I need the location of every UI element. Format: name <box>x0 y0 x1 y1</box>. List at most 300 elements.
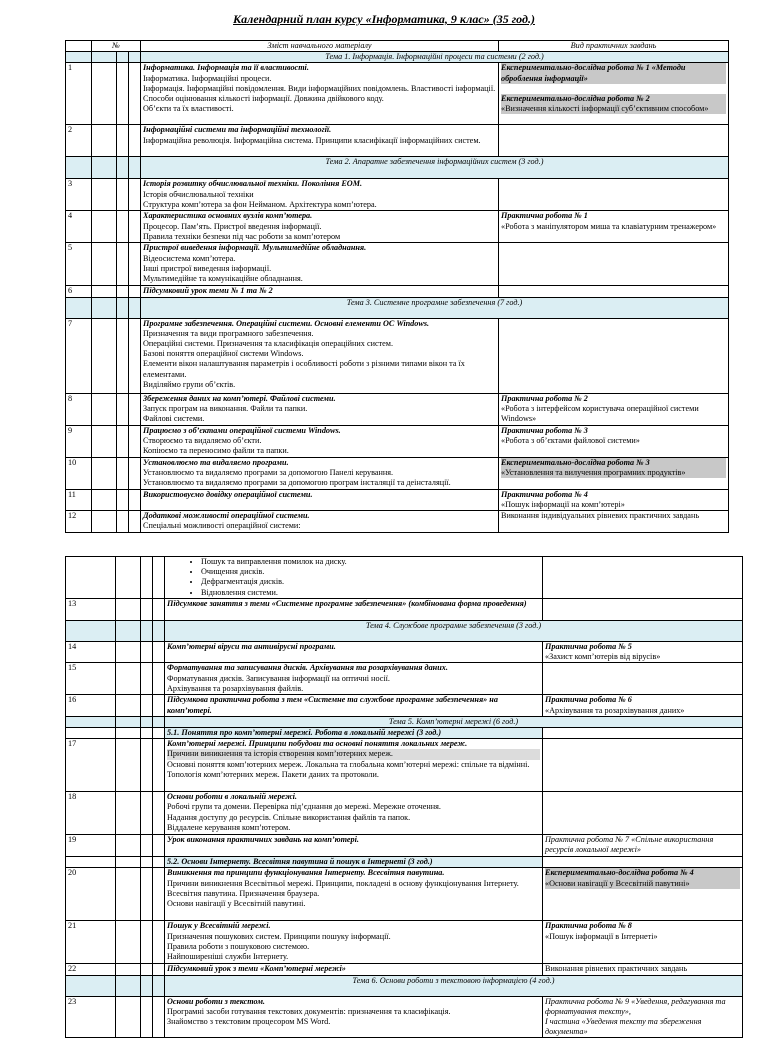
lesson-content <box>165 835 543 857</box>
topic-title: Тема 1. Інформація. Інформаційні процеси та системи (2 год.) <box>141 52 729 63</box>
topic-row <box>66 621 743 642</box>
empty-cell <box>153 996 165 1038</box>
lesson-number: 6 <box>66 286 92 297</box>
lesson-content <box>141 457 499 489</box>
subtopic-title: 5.1. Поняття про комп’ютерні мережі. Робота в локальній мережі (3 год.) <box>165 728 543 739</box>
topic-title: Тема 4. Службове програмне забезпечення (3 год.) <box>165 621 743 642</box>
bullet-item: • Очищення дисків. <box>201 567 540 577</box>
lesson-row <box>66 179 729 211</box>
text-line: Урок виконання практичних завдань на комп’ютері. <box>167 835 359 845</box>
lesson-content <box>141 243 499 286</box>
empty-cell <box>153 857 165 868</box>
text-line: Збереження даних на комп’ютері. Файлові системи. <box>143 393 336 403</box>
practical-task <box>499 318 729 393</box>
text-line: Комп’ютерні віруси та антивірусні програми. <box>167 642 336 651</box>
text-line: Призначення та види програмного забезпечення. <box>143 328 314 338</box>
topic-title: Тема 2. Апаратне забезпечення інформаційних систем (3 год.) <box>141 157 729 179</box>
lesson-content <box>141 286 499 297</box>
lesson-content <box>165 921 543 964</box>
lesson-row <box>66 663 743 695</box>
text-line: Елементи вікон налаштування параметрів і особливості роботи з різними типами вікон та їх елементами. <box>143 359 465 379</box>
text-line: Експериментально-дослідна робота № 4 <box>545 868 740 878</box>
header-num: № <box>92 41 141 52</box>
practical-task <box>543 695 743 716</box>
empty-cell <box>92 489 117 510</box>
empty-cell <box>116 621 141 642</box>
text-line: Топологія комп’ютерних мереж. Пакети даних та протоколи. <box>167 769 379 779</box>
lesson-content <box>141 318 499 393</box>
lesson-row <box>66 835 743 857</box>
practical-task <box>543 996 743 1038</box>
lesson-row <box>66 318 729 393</box>
text-line: Знайомство з текстовим процесором MS Word. <box>167 1017 331 1027</box>
text-line: Віддалене керування комп’ютером. <box>167 822 291 832</box>
lesson-number: 20 <box>66 868 116 921</box>
empty-cell <box>66 975 116 996</box>
empty-cell <box>129 511 141 533</box>
empty-cell <box>117 297 129 318</box>
text-line: Мультимедійне та комунікаційне обладнання. <box>143 274 303 284</box>
empty-cell <box>141 835 153 857</box>
empty-cell <box>116 642 141 663</box>
text-line: Інформаційні системи та інформаційні технології. <box>143 125 332 135</box>
text-line: Структура комп’ютера за фон Нейманом. Архітектура комп’ютера. <box>143 199 377 209</box>
bullet-item: • Пошук та виправлення помилок на диску. <box>201 557 540 567</box>
text-line: Архівування та розархівування файлів. <box>167 683 304 693</box>
text-line: Копіюємо та переносимо файли та папки. <box>143 446 289 456</box>
lesson-number: 16 <box>66 695 116 716</box>
text-line: Практична робота № 2 <box>501 393 588 403</box>
empty-cell <box>117 393 129 425</box>
empty-cell <box>117 157 129 179</box>
empty-cell <box>141 792 153 835</box>
bullet-list <box>167 557 540 598</box>
text-line: Практична робота № 1 <box>501 211 588 221</box>
empty-cell <box>141 642 153 663</box>
empty-cell <box>92 63 117 125</box>
topic-row <box>66 716 743 727</box>
empty-cell <box>92 125 117 157</box>
empty-cell <box>153 739 165 792</box>
empty-cell <box>141 599 153 621</box>
lesson-row <box>66 63 729 125</box>
empty-cell <box>66 716 116 727</box>
practical-task <box>543 739 743 792</box>
empty-cell <box>141 921 153 964</box>
text-line: Створюємо та видаляємо об’єкти. <box>143 435 262 445</box>
text-line: Спеціальні можливості операційної системи: <box>143 521 301 531</box>
text-line: «Захист комп’ютерів від вірусів» <box>545 652 661 662</box>
lesson-number: 23 <box>66 996 116 1038</box>
empty-cell <box>116 921 141 964</box>
empty-cell <box>116 835 141 857</box>
practical-task <box>543 868 743 921</box>
empty-cell <box>141 621 153 642</box>
lesson-row <box>66 393 729 425</box>
text-line: Практична робота № 4 <box>501 489 588 499</box>
empty-cell <box>129 286 141 297</box>
text-line: Виконання індивідуальних рівневих практичних завдань <box>501 511 700 521</box>
text-line: Інші пристрої виведення інформації. <box>143 263 272 273</box>
empty-cell <box>92 297 117 318</box>
empty-cell <box>66 728 116 739</box>
text-line: «Архівування та розархівування даних» <box>545 705 685 715</box>
lesson-content <box>141 63 499 125</box>
empty-cell <box>141 728 153 739</box>
lesson-row <box>66 921 743 964</box>
empty-cell <box>116 695 141 716</box>
lesson-number: 22 <box>66 964 116 975</box>
text-line: Призначення пошукових систем. Принципи пошуку інформації. <box>167 931 391 941</box>
empty-cell <box>117 63 129 125</box>
text-line: Експериментально-дослідна робота № 1 «Методи оброблення інформації» <box>501 63 726 83</box>
practical-task <box>499 211 729 243</box>
lesson-row <box>66 739 743 792</box>
empty-cell <box>116 964 141 975</box>
empty-cell <box>92 211 117 243</box>
empty-cell <box>92 52 117 63</box>
subtopic-row <box>66 857 743 868</box>
empty-cell <box>153 964 165 975</box>
text-line: Виділяймо групи об’єктів. <box>143 379 236 389</box>
lesson-content <box>165 663 543 695</box>
empty-cell <box>153 728 165 739</box>
lesson-content <box>165 599 543 621</box>
empty-cell <box>129 125 141 157</box>
lesson-number: 21 <box>66 921 116 964</box>
empty-cell <box>153 868 165 921</box>
text-line: Найпоширеніші служби Інтернету. <box>167 952 289 962</box>
empty-cell <box>141 695 153 716</box>
text-line: Всесвітня павутина. Призначення браузера. <box>167 888 320 898</box>
text-line: Пристрої виведення інформації. Мультимедійне обладнання. <box>143 243 367 253</box>
empty-cell <box>116 716 141 727</box>
lesson-number: 13 <box>66 599 116 621</box>
lesson-content <box>141 393 499 425</box>
practical-task <box>499 286 729 297</box>
lesson-content <box>165 739 543 792</box>
text-line: Операційні системи. Призначення та класифікація операційних систем. <box>143 339 394 349</box>
lesson-row <box>66 996 743 1038</box>
text-line: «Пошук інформації в Інтернеті» <box>545 931 658 941</box>
empty-cell <box>92 179 117 211</box>
text-line: Установлюємо та видаляємо програми. <box>143 457 289 467</box>
text-line: Основи навігації у Всесвітній павутині. <box>167 899 306 909</box>
lesson-row <box>66 511 729 533</box>
text-line: Причини виникнення Всесвітньої мережі. Принципи, покладені в основу функціонування Інтернету. <box>167 878 519 888</box>
lesson-number: 4 <box>66 211 92 243</box>
lesson-number: 11 <box>66 489 92 510</box>
practical-task <box>543 792 743 835</box>
empty-cell <box>141 964 153 975</box>
text-line: Історія обчислювальної техніки <box>143 189 254 199</box>
text-line: Правила роботи з пошуковою системою. <box>167 941 310 951</box>
text-line: Працюємо з об’єктами операційної системи Windows. <box>143 425 341 435</box>
lesson-content <box>141 211 499 243</box>
text-line: «Робота з маніпулятором миша та клавіатурним тренажером» <box>501 221 717 231</box>
lesson-content <box>165 964 543 975</box>
text-line: Практична робота № 3 <box>501 425 588 435</box>
practical-task <box>543 964 743 975</box>
text-line: Практична робота № 9 «Уведення, редагування та форматування тексту», <box>545 996 726 1016</box>
empty-cell <box>66 857 116 868</box>
lesson-row <box>66 792 743 835</box>
text-line: І частина «Уведення тексту та збереження документа» <box>545 1017 702 1037</box>
practical-task <box>499 393 729 425</box>
empty-cell <box>153 695 165 716</box>
text-line: Використовуємо довідку операційної системи. <box>143 489 313 499</box>
lesson-number: 7 <box>66 318 92 393</box>
empty-cell <box>141 663 153 695</box>
text-line: Робочі групи та домени. Перевірка під’єднання до мережі. Мережне оточення. <box>167 802 441 812</box>
practical-task <box>499 457 729 489</box>
empty-cell <box>117 125 129 157</box>
empty-cell <box>153 663 165 695</box>
lesson-row <box>66 286 729 297</box>
topic-title: Тема 5. Комп’ютерні мережі (6 год.) <box>165 716 743 727</box>
lesson-number: 12 <box>66 511 92 533</box>
topic-row <box>66 52 729 63</box>
text-line: Пошук у Всесвітній мережі. <box>167 921 271 931</box>
lesson-number: 9 <box>66 425 92 457</box>
empty-cell <box>66 297 92 318</box>
practical-task <box>499 179 729 211</box>
text-line: Основи роботи з текстом. <box>167 996 265 1006</box>
text-line: Практична робота № 7 «Спільне використання ресурсів локальної мережі» <box>545 835 714 855</box>
text-line: Запуск програм на виконання. Файли та папки. <box>143 403 308 413</box>
empty-cell <box>116 975 141 996</box>
text-line: «Робота з інтерфейсом користувача операційної системи Windows» <box>501 403 699 424</box>
empty-cell <box>129 52 141 63</box>
lesson-content <box>165 792 543 835</box>
text-line: Установлюємо та видаляємо програми за допомогою Панелі керування. <box>143 467 394 477</box>
practical-task <box>543 921 743 964</box>
bullet-item: • Відновлення системи. <box>201 588 540 598</box>
empty-cell <box>129 211 141 243</box>
practical-task <box>499 425 729 457</box>
text-line: Характеристика основних вузлів комп’ютера. <box>143 211 313 221</box>
text-line: Підсумкова практична робота з тем «Системне та службове програмне забезпечення» на комп’ютері. <box>167 695 498 715</box>
lesson-row <box>66 211 729 243</box>
lesson-content <box>165 868 543 921</box>
text-line: Надання доступу до ресурсів. Спільне використання файлів та папок. <box>167 812 411 822</box>
subtopic-title: 5.2. Основи Інтернету. Всесвітня павутина й пошук в Інтернеті (3 год.) <box>165 857 543 868</box>
continuation-content <box>165 557 543 599</box>
empty-cell <box>129 297 141 318</box>
empty-cell <box>117 243 129 286</box>
lesson-content <box>141 125 499 157</box>
practical-task <box>499 511 729 533</box>
text-line: «Основи навігації у Всесвітній павутині» <box>545 879 740 889</box>
empty-cell <box>153 642 165 663</box>
empty-cell <box>117 52 129 63</box>
empty-cell <box>153 716 165 727</box>
header-content: Зміст навчального матеріалу <box>141 41 499 52</box>
text-line: Підсумковий урок з теми «Комп’ютерні мережі» <box>167 964 346 974</box>
text-line: Форматування та записування дисків. Архівування та розархівування даних. <box>167 663 448 673</box>
empty-cell <box>141 716 153 727</box>
lesson-number: 3 <box>66 179 92 211</box>
lesson-row <box>66 964 743 975</box>
text-line: Інформаційна революція. Інформаційна система. Принципи класифікації інформаційних систем. <box>143 135 481 145</box>
plan-table-part-1 <box>65 40 729 533</box>
lesson-content <box>165 695 543 716</box>
topic-title: Тема 6. Основи роботи з текстовою інформацією (4 год.) <box>165 975 743 996</box>
lesson-row <box>66 243 729 286</box>
text-line: Способи оцінювання кількості інформації. Довжина двійкового коду. <box>143 94 384 104</box>
empty-cell <box>129 318 141 393</box>
text-line: Інформатика. Інформаційні процеси. <box>143 73 272 83</box>
topic-row <box>66 975 743 996</box>
empty-cell <box>116 728 141 739</box>
practical-task <box>499 63 729 125</box>
text-line: Експериментально-дослідна робота № 3 <box>501 458 726 468</box>
empty-cell <box>117 286 129 297</box>
empty-cell <box>117 457 129 489</box>
text-line: Відеосистема комп’ютера. <box>143 253 236 263</box>
bullet-item: • Дефрагментація дисків. <box>201 577 540 587</box>
text-line: Основи роботи в локальній мережі. <box>167 792 297 802</box>
lesson-row <box>66 125 729 157</box>
lesson-content <box>165 642 543 663</box>
practical-task <box>543 642 743 663</box>
text-line: Підсумковий урок теми № 1 та № 2 <box>143 286 273 296</box>
lesson-number: 8 <box>66 393 92 425</box>
lesson-content <box>141 511 499 533</box>
text-line: Практична робота № 8 <box>545 921 632 931</box>
plan-table-part-2 <box>65 556 743 1038</box>
empty-cell <box>543 728 743 739</box>
header-tasks: Вид практичних завдань <box>499 41 729 52</box>
empty-cell <box>117 425 129 457</box>
empty-cell <box>153 921 165 964</box>
lesson-row <box>66 599 743 621</box>
table-header-row <box>66 41 729 52</box>
text-line: Додаткові можливості операційної системи. <box>143 511 310 521</box>
continuation-row <box>66 557 743 599</box>
lesson-number: 10 <box>66 457 92 489</box>
practical-task <box>499 489 729 510</box>
topic-row <box>66 157 729 179</box>
empty-cell <box>92 393 117 425</box>
text-line: Програмне забезпечення. Операційні системи. Основні елементи ОС Windows. <box>143 318 430 328</box>
text-line: Правила техніки безпеки під час роботи за комп’ютером <box>143 231 341 241</box>
empty-cell <box>66 157 92 179</box>
practical-task <box>499 243 729 286</box>
empty-cell <box>117 511 129 533</box>
page-title: Календарний план курсу «Інформатика, 9 клас» (35 год.) <box>233 12 535 26</box>
practical-task <box>543 599 743 621</box>
empty-cell <box>92 318 117 393</box>
text-line: Програмні засоби готування текстових документів: призначення та класифікація. <box>167 1006 451 1016</box>
text-line: Базові поняття операційної системи Windows. <box>143 349 304 359</box>
text-line: Виникнення та принципи функціонування Інтернету. Всесвітня павутина. <box>167 868 445 878</box>
empty-cell <box>141 739 153 792</box>
empty-cell <box>129 63 141 125</box>
lesson-row <box>66 642 743 663</box>
empty-cell <box>92 457 117 489</box>
topic-title: Тема 3. Системне програмне забезпечення (7 год.) <box>141 297 729 318</box>
lesson-number: 18 <box>66 792 116 835</box>
empty-cell <box>116 739 141 792</box>
lesson-content <box>141 425 499 457</box>
lesson-content <box>165 996 543 1038</box>
empty-cell <box>66 621 116 642</box>
text-line: Інформація. Інформаційні повідомлення. Види інформаційних повідомлень. Властивості інформації. <box>143 83 496 93</box>
empty-cell <box>153 599 165 621</box>
text-line: Основні поняття комп’ютерних мереж. Локальна та глобальна комп’ютерні мережі: спільне та відмінні. <box>167 759 530 769</box>
lesson-content <box>141 179 499 211</box>
lesson-row <box>66 425 729 457</box>
lesson-row <box>66 868 743 921</box>
empty-cell <box>153 792 165 835</box>
lesson-number: 19 <box>66 835 116 857</box>
lesson-number: 2 <box>66 125 92 157</box>
empty-cell <box>153 621 165 642</box>
empty-cell <box>129 243 141 286</box>
empty-cell <box>92 243 117 286</box>
empty-cell <box>92 511 117 533</box>
empty-cell <box>116 599 141 621</box>
empty-cell <box>92 157 117 179</box>
subtopic-row <box>66 728 743 739</box>
text-line: Процесор. Пам’ять. Пристрої введення інформації. <box>143 221 322 231</box>
empty-cell <box>129 425 141 457</box>
empty-cell <box>92 425 117 457</box>
text-line: Практична робота № 6 <box>545 695 632 705</box>
text-line: Історія розвитку обчислювальної техніки. Покоління ЕОМ. <box>143 179 363 189</box>
empty-cell <box>116 868 141 921</box>
empty-cell <box>129 489 141 510</box>
empty-cell <box>92 286 117 297</box>
empty-cell <box>141 975 153 996</box>
empty-cell <box>116 857 141 868</box>
empty-cell <box>129 157 141 179</box>
empty-cell <box>117 179 129 211</box>
empty-cell <box>129 457 141 489</box>
lesson-number: 17 <box>66 739 116 792</box>
text-line: «Робота з об’єктами файлової системи» <box>501 435 640 445</box>
lesson-number: 15 <box>66 663 116 695</box>
text-line: Комп’ютерні мережі. Принципи побудови та основні поняття локальних мереж. <box>167 739 468 749</box>
topic-row <box>66 297 729 318</box>
empty-cell <box>129 179 141 211</box>
text-line: Інформатика. Інформація та її властивості. <box>143 63 309 73</box>
empty-cell <box>153 835 165 857</box>
header-blank <box>66 41 92 52</box>
empty-cell <box>543 857 743 868</box>
text-line: Причини виникнення та історія створення комп’ютерних мереж. <box>167 749 540 759</box>
empty-cell <box>117 489 129 510</box>
lesson-number: 14 <box>66 642 116 663</box>
text-line: Практична робота № 5 <box>545 642 632 651</box>
empty-cell <box>116 996 141 1038</box>
empty-cell <box>66 52 92 63</box>
empty-cell <box>116 792 141 835</box>
empty-cell <box>129 393 141 425</box>
empty-cell <box>141 868 153 921</box>
lesson-row <box>66 695 743 716</box>
text-line: Форматування дисків. Записування інформації на оптичні носії. <box>167 673 390 683</box>
practical-task <box>543 835 743 857</box>
text-line: Експериментально-дослідна робота № 2 <box>501 94 726 104</box>
practical-task <box>499 125 729 157</box>
text-line: Підсумкове заняття з теми «Системне програмне забезпечення» (комбінована форма проведення) <box>167 599 527 608</box>
empty-cell <box>116 663 141 695</box>
lesson-content <box>141 489 499 510</box>
text-line: «Визначення кількості інформації суб’єктивним способом» <box>501 104 726 114</box>
text-line: Виконання рівневих практичних завдань <box>545 964 688 974</box>
